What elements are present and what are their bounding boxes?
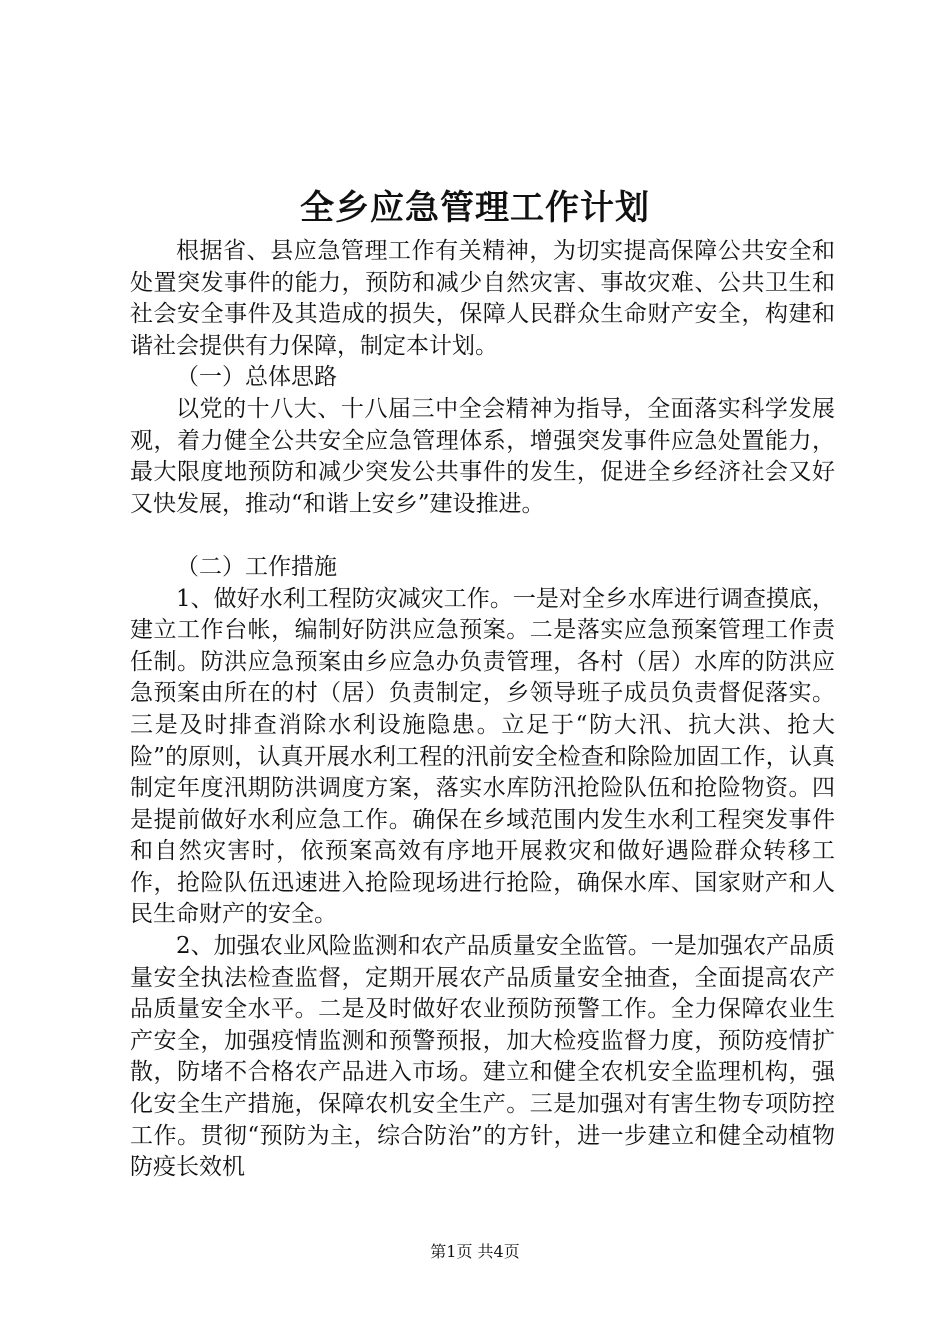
blank-line	[130, 520, 835, 552]
section-heading-general: （一）总体思路	[176, 364, 337, 391]
section-heading-measures: （二）工作措施	[176, 553, 337, 580]
general-approach-paragraph: 以党的十八大、十八届三中全会精神为指导，全面落实科学发展观，着力健全公共安全应急管理体系，增强突发事件应急处置能力，最大限度地预防和减少突发公共事件的发生，促进全乡经济社会又好又快发展，推动“和谐上安乡”建设推进。	[130, 395, 835, 517]
page-number-footer: 第1页 共4页	[430, 1242, 520, 1261]
measure-paragraph-1: 1、做好水利工程防灾减灾工作。一是对全乡水库进行调查摸底，建立工作台帐，编制好防洪应急预案。二是落实应急预案管理工作责任制。防洪应急预案由乡应急办负责管理，各村（居）水库的防洪应急预案由所在的村（居）负责制定，乡领导班子成员负责督促落实。三是及时排查消除水利设施隐患。立足于“防大汛、抗大洪、抢大险”的原则，认真开展水利工程的汛前安全检查和除险加固工作，认真制定年度汛期防洪调度方案，落实水库防汛抢险队伍和抢险物资。四是提前做好水利应急工作。确保在乡域范围内发生水利工程突发事件和自然灾害时，依预案高效有序地开展救灾和做好遇险群众转移工作，抢险队伍迅速进入抢险现场进行抢险，确保水库、国家财产和人民生命财产的安全。	[130, 585, 835, 928]
document-title: 全乡应急管理工作计划	[300, 188, 650, 228]
intro-paragraph: 根据省、县应急管理工作有关精神，为切实提高保障公共安全和处置突发事件的能力，预防和减少自然灾害、事故灾难、公共卫生和社会安全事件及其造成的损失，保障人民群众生命财产安全，构建和谐社会提供有力保障，制定本计划。	[130, 238, 835, 359]
document-body	[130, 236, 835, 1184]
measure-paragraph-2: 2、加强农业风险监测和农产品质量安全监管。一是加强农产品质量安全执法检查监督，定期开展农产品质量安全抽查，全面提高农产品质量安全水平。二是及时做好农业预防预警工作。全力保障农业生产安全，加强疫情监测和预警预报，加大检疫监督力度，预防疫情扩散，防堵不合格农产品进入市场。建立和健全农机安全监理机构，强化安全生产措施，保障农机安全生产。三是加强对有害生物专项防控工作。贯彻“预防为主，综合防治”的方针，进一步建立和健全动植物防疫长效机	[130, 933, 835, 1181]
